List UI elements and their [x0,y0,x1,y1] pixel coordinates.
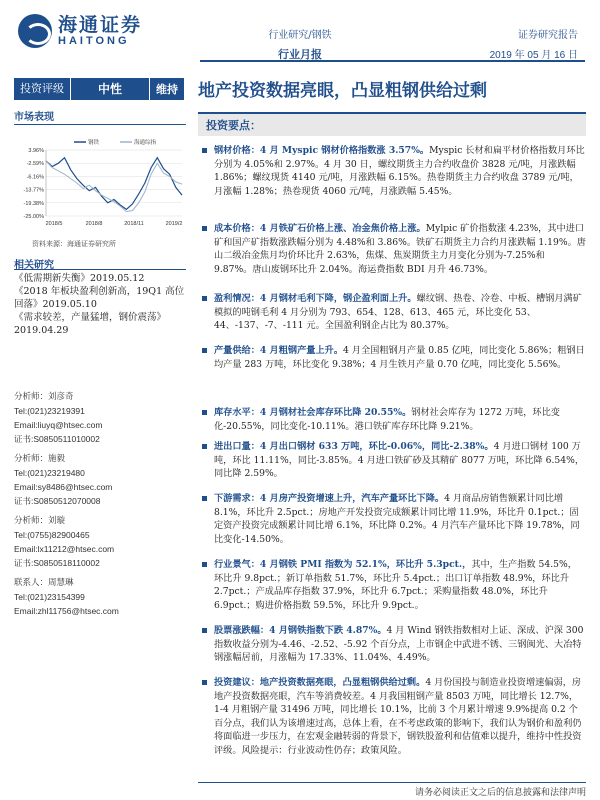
analyst-block [14,576,186,618]
key-point-text: 4 月进口钢材 100 万吨，环比 11.11%，同比-3.85%。4 月进口铁矿砂及其精矿 8077 万吨，环比降 6.54%，同比降 2.59%。 [214,441,585,480]
analyst-name: 分析师：刘彦奇 [14,392,74,402]
analyst-tel: Tel:(021)23154399 [14,592,85,602]
bullet-icon [202,410,207,415]
analyst-cert: 证书:S0850511010002 [14,434,100,444]
investment-rating [14,78,184,100]
y-tick-label: -6.16% [26,174,44,181]
y-tick-label: 3.96% [28,148,44,154]
footer-disclaimer: 请务必阅读正文之后的信息披露和法律声明 [414,788,586,798]
key-point-item [198,222,586,276]
bullet-icon [202,348,207,353]
bullet-icon [202,680,207,685]
x-tick-label: 2019/2 [165,221,183,227]
bullet-icon [202,296,207,301]
key-point-head: 库存水平：4 月钢材社会库存环比降 20.55%。 [214,407,412,418]
key-point-item [198,144,586,198]
legend-label: 海通综指 [134,140,157,146]
analyst-email[interactable]: Email:lx11212@htsec.com [14,544,115,554]
market-divider [14,124,186,125]
analyst-cert: 证书:S0850518110002 [14,558,100,568]
report-category: 行业研究/钢铁 [268,30,332,41]
x-tick-label: 2018/11 [124,221,144,227]
footer-divider [198,782,586,783]
key-point-item [198,406,586,433]
bullet-icon [202,148,207,153]
related-report-item[interactable]: 《低需期新失衡》2019.05.12 [14,273,145,284]
analyst-name: 分析师：刘璇 [14,516,66,526]
report-date: 2019 年 05 月 16 日 [489,50,578,61]
analyst-tel: Tel:(0755)82900465 [14,530,90,540]
analyst-name: 联系人：周慧琳 [14,578,74,588]
report-header [0,0,600,70]
bullet-icon [202,562,207,567]
page-title: 地产投资数据亮眼，凸显粗钢供给过剩 [198,81,487,101]
key-point-text: 4 月全国粗钢月产量 0.85 亿吨，同比变化 5.86%；粗钢日均产量 283 万吨，环比变化 9.38%；4 月生铁月产量 0.70 亿吨，同比变化 5.56%。 [214,345,585,370]
key-point-head: 盈利情况：4 月钢材毛利下降，钢企盈利面上升。 [214,293,417,304]
key-point-head: 投资建议：地产投资数据亮眼，凸显粗钢供给过剩。 [214,677,426,688]
bullet-icon [202,226,207,231]
rating-change: 维持 [156,83,178,96]
key-point-head: 下游需求：4 月房产投资增速上升，汽车产量环比下降。 [214,493,445,504]
logo-en-text: HAITONG [58,35,130,47]
related-heading: 相关研究 [14,260,54,271]
key-point-head: 产量供给：4 月粗钢产量上升。 [214,345,344,356]
rating-value: 中性 [71,78,150,100]
key-point-item [198,440,586,481]
key-point-item [198,292,586,333]
market-performance-chart [14,136,186,236]
key-point-item [198,492,586,546]
x-tick-label: 2018/8 [85,221,103,227]
related-report-item[interactable]: 《2018 年板块盈利创新高，19Q1 高位回落》2019.05.10 [14,286,185,310]
analyst-contacts [14,390,186,624]
related-divider [14,269,186,270]
rating-label: 投资评级 [14,78,71,100]
key-points-heading: 投资要点： [206,119,261,132]
analyst-block [14,390,186,446]
key-point-head: 股票涨跌幅：4 月钢铁指数下跌 4.87%。 [214,625,387,636]
related-report-item[interactable]: 《需求较差，产量猛增，钢价震荡》2019.04.29 [14,312,167,336]
bullet-icon [202,496,207,501]
key-point-text: 4 月份国投与制造业投资增速偏弱，房地产投资数据亮眼，汽车等消费较差。4 月我国粗钢产量 8503 万吨，同比增长 12.7%，1-4 月粗钢产量 31496 万吨，同比增长 10.1%，比前 3 个月累计增速 9.9%提高 0.2 个百分点，我们认为该增速过高，总体上看，在不考虑政策的影响下，我们认为钢价和盈利仍将面临进一步压力，在宏观金融转弱的背景下，钢铁股盈利和估值难以提升，维持中性投资评级。风险提示：行业波动性仍存；政策风险。 [214,677,582,756]
y-tick-label: -2.59% [26,161,44,168]
key-point-item [198,558,586,612]
page-footer [0,782,600,800]
analyst-email[interactable]: Email:liuyq@htsec.com [14,420,103,430]
key-points-bar [198,112,586,136]
report-type: 行业月报 [278,48,322,61]
header-divider [200,60,585,62]
bullet-icon [202,628,207,633]
key-point-text: Myspic 长材和扁平材价格指数月环比分别为 4.05%和 2.97%。4 月 30 日，螺纹期货主力合约收盘价 3828 元/吨，月涨跌幅 1.86%；螺纹现货 4140 元/吨，月涨跌幅 6.15%。热卷期货主力合约收盘 3789 元/吨，月涨幅 1.28%；热卷现货 4060 元/吨，月涨跌幅 5.45%。 [214,145,585,197]
analyst-name: 分析师：施毅 [14,454,66,464]
analyst-tel: Tel:(021)23219391 [14,406,85,416]
key-point-head: 行业景气：4 月钢铁 PMI 指数为 52.1%，环比升 5.3pct.， [214,559,472,570]
logo-cn-text: 海通证券 [58,14,143,36]
related-reports-list [14,272,186,337]
key-point-head: 进出口量：4 月出口钢材 633 万吨，环比-0.06%，同比-2.38%。 [214,441,494,452]
key-point-head: 成本价格：4 月铁矿石价格上涨、冶金焦价格上涨。 [214,223,426,234]
analyst-email[interactable]: Email:sy8486@htsec.com [14,482,113,492]
key-point-item [198,624,586,665]
key-point-text: 钢材社会库存为 1272 万吨，环比变化-20.55%，同比变化-10.11%。港口铁矿库存环比降 9.21%。 [214,407,560,432]
key-point-text: 4 月 Wind 钢铁指数相对上证、深成、沪深 300 指数收益分别为-4.46、-2.52、-5.92 个百分点，上市钢企中武进不锈、三钢闽光、大冶特钢涨幅居前，月涨幅为 17.33%、11.04%、4.49%。 [214,625,584,664]
bullet-icon [202,444,207,449]
key-point-text: 螺纹钢、热卷、冷卷、中板、槽钢月满矿模拟的吨钢毛利 4 月分别为 793、654、128、613、465 元，环比变化 53、44、-137、-7、-111 元。全国盈利钢企占比为 80.37%。 [214,293,582,332]
key-point-text: Mylpic 矿价指数涨 4.23%，其中进口矿和国产矿指数涨跌幅分别为 4.48%和 3.86%。铁矿石期货主力合约月涨跌幅 1.19%。唐山二级冶金焦月均价环比升 2.63%，焦煤、焦炭期货主力月变化分别为-7.25%和 9.87%。唐山废钢环比升 2.04%。海运费指数 BDI 月升 46.73%。 [214,223,586,275]
analyst-cert: 证书:S0850512070008 [14,496,101,506]
y-tick-label: -13.77% [23,187,44,194]
key-point-text: 4 月商品房销售额累计同比增 8.1%，环比升 2.5pct.；房地产开发投资完成额累计同比增 11.9%，环比升 0.1pct.；固定资产投资完成额累计同比增 6.1%，环比降 0.2%。4 月汽车产量环比下降 19.78%，同比变化-14.50%。 [214,493,580,545]
x-tick-label: 2018/5 [45,221,63,227]
analyst-tel: Tel:(021)23219480 [14,468,85,478]
key-point-item [198,344,586,371]
report-label: 证券研究报告 [518,30,578,41]
analyst-email[interactable]: Email:zhl11756@htsec.com [14,606,119,616]
analyst-block [14,452,186,508]
key-point-text: 其中，生产指数 54.5%，环比升 9.8pct.；新订单指数 51.7%，环比升 5.4pct.；出口订单指数 48.9%，环比升 2.7pct.；产成品库存指数 37.9%，环比升 6.7pct.；采购量指数 48.0%，环比升 6.9pct.；购进价格指数 59.5%，环比升 9.9pct.。 [214,559,577,611]
key-point-item [198,676,586,758]
chart-source: 资料来源：海通证券研究所 [32,240,116,248]
y-tick-label: -25.00% [23,214,44,220]
key-point-head: 钢材价格：4 月 Myspic 钢材价格指数涨 3.57%。 [214,145,430,156]
analyst-block [14,514,186,570]
legend-label: 钢铁 [88,140,100,146]
market-heading: 市场表现 [14,112,54,123]
y-tick-label: -19.38% [23,200,44,207]
